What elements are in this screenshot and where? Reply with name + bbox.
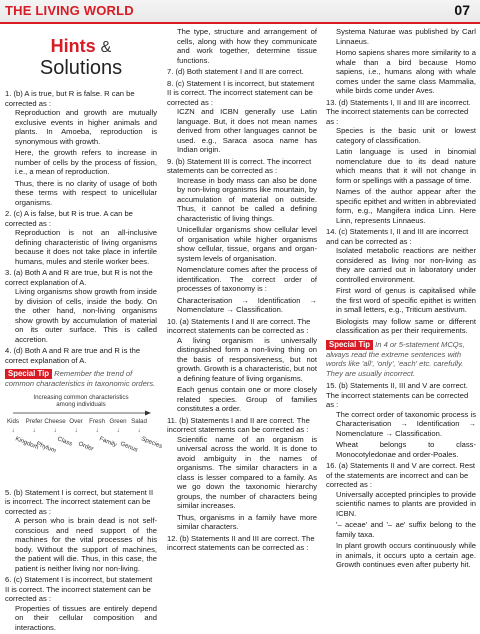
solution-item: [5, 209, 157, 266]
solution-item: [167, 157, 317, 315]
diagram-rank-label: Family: [98, 434, 118, 449]
solutions-list-3b: [326, 381, 476, 570]
diagram-rank-label: Phylum: [35, 439, 58, 455]
diagram-down-arrow: ↓: [137, 426, 141, 434]
solution-item: [5, 488, 157, 574]
solution-paragraph: Reproduction and growth are mutually exclusive events in higher animals and plants. In Amoeba, reproduction is synonymous with growth.: [15, 108, 157, 146]
diagram-top-label: Salad: [131, 417, 147, 425]
solution-paragraph: Species is the basic unit or lowest category of classification.: [336, 126, 476, 145]
solution-paragraph: Properties of tissues are entirely depend on their cellular composition and interactions.: [15, 603, 157, 632]
solution-paragraph: A person who is brain dead is not self-conscious and need support of the machines for the vital processes of his body. Without the support of machines, the patient will die. Thus, in this case, the patient is neither living nor non-living.: [15, 516, 157, 573]
solution-paragraph: The correct order of taxonomic process is Characterisation → Identification → Nomenclature → Classification.: [336, 409, 476, 438]
title-hints: Hints: [50, 36, 96, 56]
solution-paragraph: Systema Naturae was published by Carl Linnaeus.: [336, 27, 476, 46]
solutions-list-3: [326, 27, 476, 336]
solution-statement: 2. (c) A is false, but R is true. A can be corrected as :: [5, 209, 133, 228]
solution-statement: 5. (b) Statement I is correct, but statement II is incorrect. The incorrect statement can be corrected as :: [5, 487, 154, 516]
solution-paragraph: Biologists may follow same or different classification as per their requirements.: [336, 316, 476, 335]
column-2: [167, 27, 317, 555]
diagram-down-arrow: ↓: [32, 426, 36, 434]
solutions-list-1b: [5, 488, 157, 633]
solution-paragraph: Each genus contain one or more closely related species. Group of families constitutes a order.: [177, 385, 317, 413]
solutions-list-2: [167, 27, 317, 553]
solution-paragraph: Names of the author appear after the specific epithet and written in abbreviated form, e.g., Mangifera indica Linn. Here Linn, represents Linnaeus.: [336, 187, 476, 225]
page-number: 07: [454, 2, 470, 18]
special-tip-1: [5, 369, 157, 389]
solution-item: [326, 381, 476, 459]
solution-item: [326, 227, 476, 336]
solution-item: [167, 317, 317, 414]
solution-paragraph: Universally accepted principles to provide scientific names to plants are provided in ICBN.: [336, 489, 476, 518]
solution-item: [167, 67, 317, 77]
chapter-title: THE LIVING WORLD: [5, 3, 134, 18]
solution-paragraph: First word of genus is capitalised while the first word of specific epithet is written in small letters, e.g., Triticum aestivum.: [336, 286, 476, 314]
solution-paragraph: Unicellular organisms show cellular level of organisation while higher organisms show cellular, tissue, organs and organ-system levels of organisation.: [177, 225, 317, 263]
diagram-rank-label: Genus: [119, 439, 139, 454]
taxonomy-diagram-svg: [5, 392, 164, 484]
solution-statement: 1. (b) A is true, but R is false. R can be corrected as :: [5, 89, 135, 108]
solution-statement: 15. (b) Statements II, III and V are correct. The incorrect statements can be corrected as :: [326, 381, 469, 409]
solution-item: [326, 461, 476, 570]
solution-paragraph: Characterisation → Identification → Nomenclature → Classification.: [177, 295, 317, 314]
solution-paragraph: Thus, there is no clarity of usage of both these terms with respect to unicellular organisms.: [15, 178, 157, 207]
tip-label: Special Tip: [5, 369, 52, 379]
column-3: [326, 27, 476, 572]
diagram-top-label: Cheese: [44, 417, 66, 425]
solution-item: [167, 534, 317, 553]
title-solutions: Solutions: [39, 57, 123, 79]
diagram-down-arrow: ↓: [53, 426, 57, 434]
diagram-caption-1: Increasing common characteristics: [33, 393, 129, 401]
diagram-labels: [7, 418, 163, 455]
solution-paragraph: Scientific name of an organism is universal across the world. It is done to avoid ambiguity in the names of organisms. The similar characters in a class is lesser compared to a family. As we go down the taxonomic hierarchy groups, the number of characters being similar increases.: [177, 434, 317, 510]
solution-paragraph: Nomenclature comes after the process of identification. The correct order of processes of taxonomy is :: [177, 265, 317, 293]
diagram-down-arrow: ↓: [11, 426, 15, 434]
solution-item: [5, 268, 157, 344]
solution-statement: 4. (d) Both A and R are true and R is the correct explanation of A.: [5, 346, 141, 365]
diagram-top-label: Green: [109, 417, 127, 425]
solution-item: [5, 89, 157, 207]
column-1: [5, 27, 164, 634]
solution-statement: 3. (a) Both A and R are true, but R is not the correct explanation of A.: [5, 268, 153, 287]
diagram-rank-label: Class: [56, 434, 74, 448]
solution-item: [5, 346, 157, 365]
solution-item: [167, 79, 317, 155]
taxonomy-diagram: [5, 392, 164, 484]
page-header: [0, 0, 480, 24]
solution-statement: 8. (c) Statement I is incorrect, but statement II is correct. The incorrect statement can be corrected as :: [167, 78, 315, 107]
solution-paragraph: ICZN and ICBN generally use Latin language. But, it does not mean names derived from other languages cannot be used. e.g., Saraca asoca name has Indian origin.: [177, 107, 317, 154]
solution-statement: 11. (b) Statements I and II are correct. The incorrect statements can be corrected as :: [167, 415, 310, 434]
solution-paragraph: Here, the growth refers to increase in number of cells by the process of fission, i.e., a mean of reproduction.: [15, 148, 157, 176]
diagram-top-label: Fresh: [89, 417, 105, 425]
solution-paragraph: Increase in body mass can also be done by non-living organisms like mountain, by accumulation of material on outside. Thus, it cannot be called a defining characteristic of living things.: [177, 175, 317, 223]
solution-paragraph: Wheat belongs to class-Monocotyledonae and order-Poales.: [336, 440, 476, 459]
solution-item: [326, 27, 476, 96]
solution-item: [5, 575, 157, 632]
solution-statement: 13. (d) Statements I, II and III are incorrect. The incorrect statements can be corrected as :: [326, 97, 471, 126]
diagram-rank-label: Order: [77, 439, 95, 453]
diagram-down-arrow: ↓: [116, 426, 120, 434]
solution-paragraph: In plant growth occurs continuously while in animals, it occurs upto a certain age. Growth continues even after puberty hit.: [336, 541, 476, 569]
solution-paragraph: The type, structure and arrangement of cells, along with how they communicate and work together, determine tissue functions.: [177, 27, 317, 65]
solution-paragraph: Thus, organisms in a family have more similar characters.: [177, 512, 317, 531]
solutions-list-1: [5, 89, 157, 365]
solution-paragraph: Latin language is used in binomial nomenclature due to its dead nature which means that it will not change in form or spellings with a passage of time.: [336, 147, 476, 185]
solution-item: [167, 416, 317, 532]
title-amp: &: [100, 39, 112, 56]
solution-paragraph: Reproduction is not an all-inclusive defining characteristic of living organisms because it does not take place in infertile humans, mules and sterile worker bees.: [15, 228, 157, 266]
diagram-down-arrow: ↓: [95, 426, 99, 434]
solution-item: [167, 27, 317, 65]
diagram-rank-label: Kingdom: [14, 434, 40, 451]
solution-item: [326, 98, 476, 226]
solution-paragraph: A living organism is universally distinguished form a non-living thing on the basis of responsiveness, but not growth. Growth is a characteristic, but not a defining feature of living organisms.: [177, 335, 317, 383]
solution-paragraph: Homo sapiens shares more similarity to a whale than a bird because Homo sapiens, i.e., humans along with whale comes under the same class Mammalia, while birds come under Aves.: [336, 48, 476, 95]
diagram-rank-label: Species: [140, 434, 164, 450]
solution-paragraph: Isolated metabolic reactions are neither considered as living nor non-living as they are carried out in laboratory under controlled environment.: [336, 246, 476, 284]
tip-text: Remember the trend of common characteristics in taxonomic orders.: [5, 369, 156, 388]
diagram-arrow-head: [145, 410, 151, 415]
tip-text: In 4 or 5-statement MCQs, always read the extreme sentences with words like 'all', 'only', 'each' etc. carefully. They are usually incorrect.: [326, 339, 465, 378]
solution-statement: 10. (a) Statements I and II are correct. The incorrect statements can be corrected as :: [167, 316, 311, 335]
diagram-top-label: Over: [69, 417, 83, 425]
solution-statement: 16. (a) Statements II and V are correct. Rest of the statements are incorrect and can be corrected as :: [326, 461, 475, 489]
solution-paragraph: '– aceae' and '– ae' suffix belong to the family taxa.: [336, 520, 476, 539]
diagram-down-arrow: ↓: [74, 426, 78, 434]
diagram-top-label: Kids: [6, 417, 20, 425]
solution-paragraph: Living organisms show growth from inside by division of cells, inside the body. On the other hand, non-living organisms show growth by accumulation of material on its outer surface. This is called accretion.: [15, 287, 157, 344]
tip-label: Special Tip: [326, 340, 373, 350]
diagram-top-label: Prefer: [25, 417, 43, 425]
solution-statement: 9. (b) Statement III is correct. The incorrect statements can be corrected as :: [167, 156, 312, 175]
solution-statement: 6. (c) Statement I is incorrect, but statement II is correct. The incorrect statement can be corrected as :: [5, 575, 153, 603]
diagram-caption-2: among individuals: [56, 400, 106, 408]
solution-statement: 12. (b) Statements II and III are correct. The incorrect statements can be corrected as :: [167, 533, 315, 552]
special-tip-2: [326, 340, 476, 379]
section-title: [5, 37, 157, 79]
solution-statement: 14. (c) Statements I, II and III are incorrect and can be corrected as :: [326, 227, 469, 246]
solution-statement: 7. (d) Both statement I and II are correct.: [167, 67, 304, 76]
